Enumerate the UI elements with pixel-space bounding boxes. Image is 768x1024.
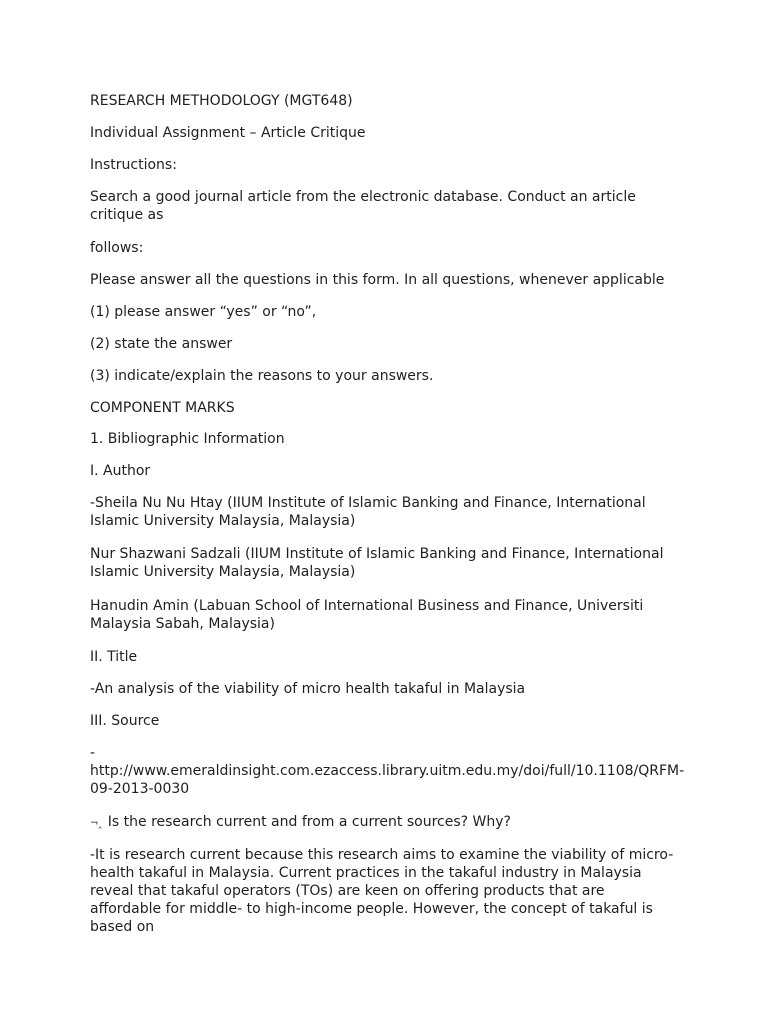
source-heading: III. Source <box>90 713 160 729</box>
source-url-line-2: 09-2013-0030 <box>90 781 190 797</box>
question-line <box>90 813 680 833</box>
instruction-step-3: (3) indicate/explain the reasons to your answers. <box>90 368 434 384</box>
instructions-line-2: follows: <box>90 240 144 256</box>
instructions-line-3: Please answer all the questions in this form. In all questions, whenever applicable <box>90 272 665 288</box>
component-marks-heading: COMPONENT MARKS <box>90 400 235 416</box>
source-url-line-1: http://www.emeraldinsight.com.ezaccess.library.uitm.edu.my/doi/full/10.1108/QRFM- <box>90 763 685 779</box>
instructions-line-1: Search a good journal article from the electronic database. Conduct an article critique as <box>90 189 636 223</box>
bullet-glyph-icon: ¬‸ <box>90 818 102 829</box>
article-title: -An analysis of the viability of micro health takaful in Malaysia <box>90 681 526 697</box>
title-heading: II. Title <box>90 649 138 665</box>
instruction-step-1: (1) please answer “yes” or “no”, <box>90 304 317 320</box>
instructions-heading: Instructions: <box>90 157 177 173</box>
question-text: Is the research current and from a current sources? Why? <box>107 814 511 830</box>
author-entry-2: Nur Shazwani Sadzali (IIUM Institute of Islamic Banking and Finance, International Islamic University Malaysia, Malaysia) <box>90 546 664 580</box>
course-title: RESEARCH METHODOLOGY (MGT648) <box>90 93 353 109</box>
author-entry-1: -Sheila Nu Nu Htay (IIUM Institute of Islamic Banking and Finance, International Islamic University Malaysia, Malaysia) <box>90 495 646 529</box>
author-entry-3: Hanudin Amin (Labuan School of International Business and Finance, Universiti Malaysia Sabah, Malaysia) <box>90 598 644 632</box>
assignment-title: Individual Assignment – Article Critique <box>90 125 366 141</box>
answer-paragraph: -It is research current because this research aims to examine the viability of micro-health takaful in Malaysia. Current practices in the takaful industry in Malaysia reveal that takaful operators (TOs) are keen on offering products that are affordable for middle- to high-income people. However, the concept of takaful is based on <box>90 847 674 935</box>
source-dash: - <box>90 745 96 761</box>
section-bibliographic-information: 1. Bibliographic Information <box>90 431 285 447</box>
author-heading: I. Author <box>90 463 151 479</box>
instruction-step-2: (2) state the answer <box>90 336 233 352</box>
